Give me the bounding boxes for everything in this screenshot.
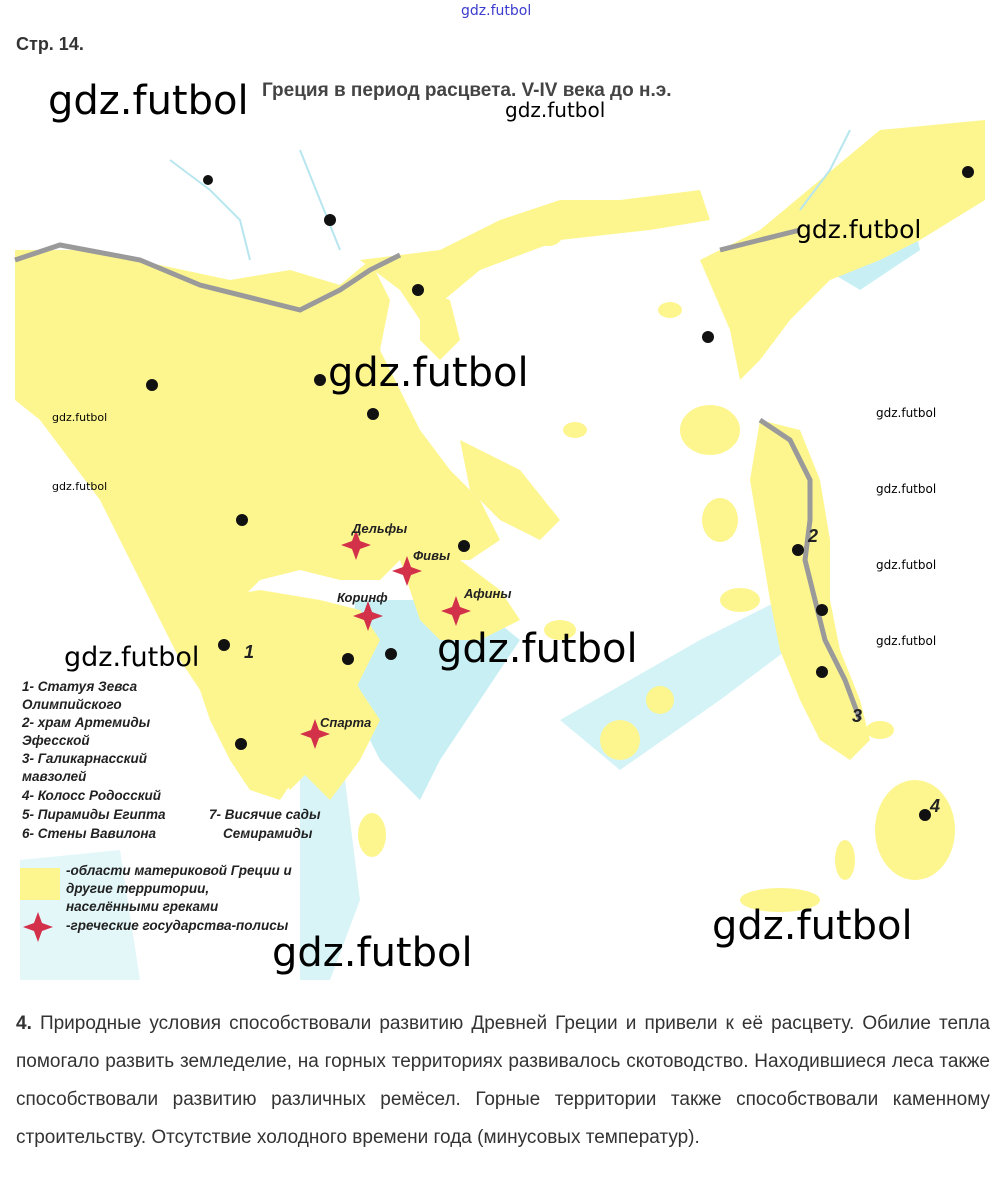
wonders-legend-line: 2- храм Артемиды	[22, 715, 151, 730]
wonder-number-3: 3	[852, 706, 863, 726]
island-rhodes	[875, 780, 955, 880]
watermark: gdz.futbol	[876, 558, 937, 572]
city-label-corinth: Коринф	[337, 590, 388, 605]
watermark: gdz.futbol	[52, 480, 108, 493]
wonder-number-4: 4	[930, 796, 941, 816]
map-of-greece	[0, 70, 1000, 985]
watermark: gdz.futbol	[328, 350, 529, 396]
watermark: gdz.futbol	[876, 634, 937, 648]
island-kythera	[358, 813, 386, 857]
wonders-legend-line: 1- Статуя Зевса	[22, 679, 138, 694]
watermark: gdz.futbol	[64, 642, 200, 673]
island-naxos	[600, 720, 640, 760]
watermark: gdz.futbol	[876, 482, 937, 496]
island-chios	[702, 498, 738, 542]
answer-paragraph	[16, 1005, 990, 1157]
page-number: Стр. 14.	[16, 34, 84, 54]
wonders-legend-line: 6- Стены Вавилона	[22, 826, 157, 841]
island-skyros	[563, 422, 587, 438]
island-cos	[866, 721, 894, 739]
island-karpathos	[835, 840, 855, 880]
legend-star-text: -греческие государства-полисы	[66, 918, 289, 933]
legend-area-text: другие территории,	[66, 881, 210, 896]
wonders-legend-line: 3- Галикарнасский	[22, 751, 147, 766]
wonders-legend-line: Эфесской	[22, 733, 90, 748]
wonders-legend-line-7b: Семирамиды	[223, 826, 313, 841]
island-thasos	[534, 226, 562, 246]
legend-area-text: -области материковой Греции и	[66, 863, 292, 878]
answer-number: 4.	[16, 1013, 32, 1034]
wonder-number-2: 2	[808, 526, 819, 546]
watermark: gdz.futbol	[272, 930, 473, 976]
island-lemnos	[658, 302, 682, 318]
watermark: gdz.futbol	[876, 406, 937, 420]
answer-text: Природные условия способствовали развитию Древней Греции и привели к её расцвету. Обилие тепла помогало развить земледелие, на горных территориях развивалось скотоводство. Находившиеся леса также способствовали развитию различных ремёсел. Горные территории также способствовали каменному строительству. Отсутствие холодного времени года (минусовых температур).	[16, 1013, 990, 1148]
wonder-number-1: 1	[244, 642, 255, 662]
map-title: Греция в период расцвета. V-IV века до н.э.	[262, 80, 672, 101]
wonders-legend-line-7a: 7- Висячие сады	[209, 807, 321, 822]
island-samos	[720, 588, 760, 612]
city-label-sparta: Спарта	[320, 715, 372, 730]
watermark: gdz.futbol	[52, 411, 108, 424]
city-label-delphi: Дельфы	[352, 521, 408, 536]
wonders-legend-line: 4- Колосс Родосский	[22, 788, 162, 803]
city-label-thebes: Фивы	[413, 548, 451, 563]
legend-area-swatch	[20, 868, 60, 900]
watermark: gdz.futbol	[437, 626, 638, 672]
island-paros	[646, 686, 674, 714]
site-header-link[interactable]: gdz.futbol	[461, 3, 532, 19]
city-label-athens: Афины	[464, 586, 512, 601]
watermark: gdz.futbol	[712, 903, 913, 949]
wonders-legend-line: мавзолей	[22, 769, 87, 784]
watermark: gdz.futbol	[48, 78, 249, 124]
watermark: gdz.futbol	[505, 98, 606, 122]
watermark: gdz.futbol	[796, 215, 922, 244]
island-lesbos	[680, 405, 740, 455]
wonders-legend-line: Олимпийского	[22, 697, 122, 712]
legend-area-text: населёнными греками	[66, 899, 219, 914]
wonders-legend-line: 5- Пирамиды Египта	[22, 807, 166, 822]
